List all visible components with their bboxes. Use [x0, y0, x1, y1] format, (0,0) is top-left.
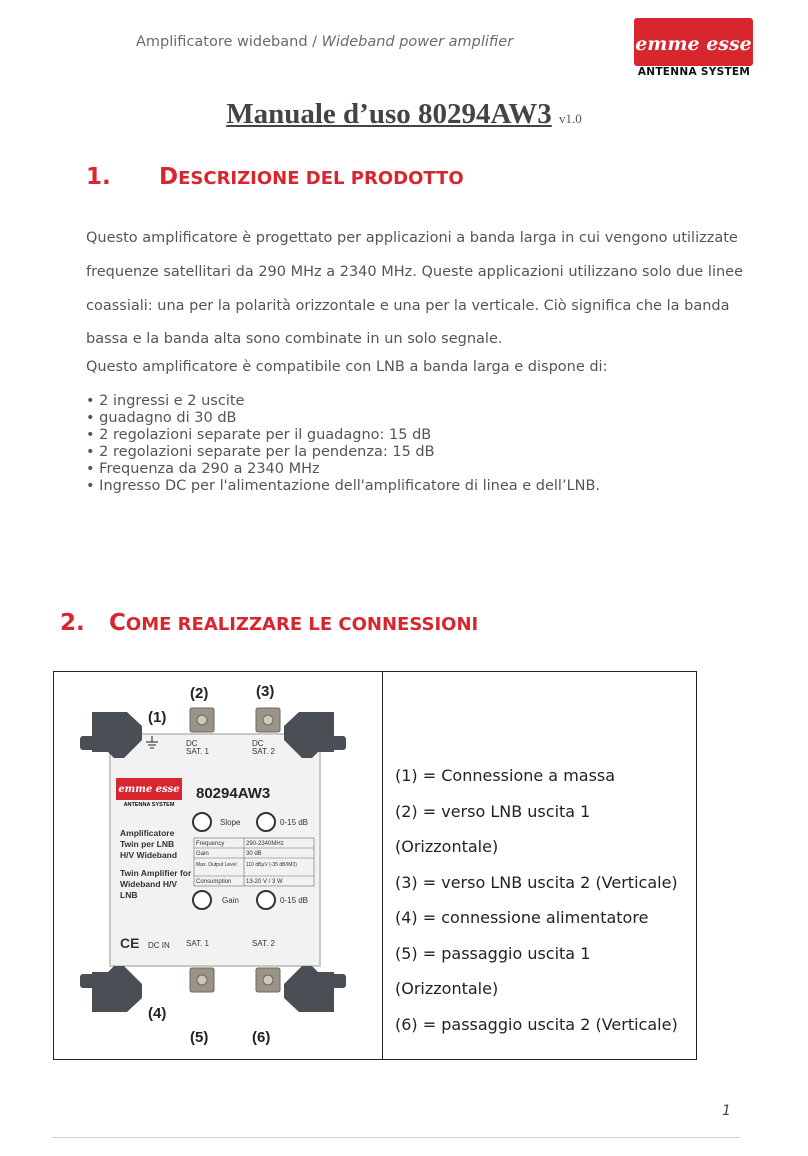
range-bottom: 0-15 dB [280, 896, 309, 905]
port-top-1-dc: DC [186, 739, 198, 748]
gain-knob-1 [193, 891, 211, 909]
device-illustration [72, 678, 354, 1050]
connector-bottom-2 [256, 968, 280, 992]
port-top-2-label: SAT. 2 [252, 747, 275, 756]
logo-tagline: ANTENNA SYSTEM [637, 66, 751, 78]
ce-mark: CE [120, 935, 140, 951]
section-1-heading [86, 164, 464, 190]
table-divider [382, 672, 383, 1059]
port-top-1-label: SAT. 1 [186, 747, 209, 756]
feature-item: • Ingresso DC per l'alimentazione dell'amplificatore di linea e dell’LNB. [86, 478, 600, 495]
bracket-bottom-right [284, 966, 346, 1012]
spec-value: 13-20 V / 3 W [246, 879, 283, 885]
header-it: Amplificatore wideband [136, 34, 308, 50]
title-main: Manuale d’uso 80294AW3 [226, 98, 552, 130]
device-model: 80294AW3 [196, 785, 271, 802]
header-en: Wideband power amplifier [321, 34, 514, 50]
port-top-2-dc: DC [252, 739, 264, 748]
device-brand: emme esse [118, 784, 180, 795]
desc-en-2: Wideband H/V [120, 879, 178, 889]
feature-item: • 2 regolazioni separate per il guadagno: 15 dB [86, 427, 600, 444]
section-2-cap: C [109, 610, 126, 636]
spec-value: 30 dB [246, 851, 262, 857]
title-version: v1.0 [559, 111, 582, 126]
spec-label: Frequency [196, 841, 225, 847]
brand-logo [631, 16, 757, 80]
gain-label: Gain [222, 896, 239, 905]
connector-top-2 [256, 708, 280, 732]
range-top: 0-15 dB [280, 818, 309, 827]
port-bottom-1-label: SAT. 1 [186, 939, 209, 948]
legend-item: (3) = verso LNB uscita 2 (Verticale) [395, 872, 678, 892]
callout-4: (4) [148, 1005, 167, 1022]
spec-label: Consumption [196, 879, 232, 885]
bracket-bottom-left [80, 966, 142, 1012]
desc-en-1: Twin Amplifier for [120, 868, 192, 878]
desc-en-3: LNB [120, 890, 138, 900]
section-1-rest: ESCRIZIONE DEL PRODOTTO [178, 168, 464, 189]
connection-legend [395, 758, 696, 1042]
footer-rule [52, 1137, 740, 1138]
connections-table [53, 671, 697, 1060]
section-1-intro: Questo amplificatore è compatibile con LNB a banda larga e dispone di: [86, 359, 608, 375]
desc-it-3: H/V Wideband [120, 850, 178, 860]
header-text [136, 34, 513, 50]
desc-it-2: Twin per LNB [120, 839, 175, 849]
header-separator: / [307, 34, 322, 50]
desc-it-1: Amplificatore [120, 828, 175, 838]
document-title [0, 98, 808, 131]
feature-item: • guadagno di 30 dB [86, 410, 600, 427]
spec-label: Gain [196, 851, 209, 857]
spec-label: Max. Output Level [196, 862, 237, 868]
logo-brand: emme esse [634, 18, 753, 66]
legend-item: (2) = verso LNB uscita 1 (Orizzontale) [395, 801, 591, 856]
legend-item: (5) = passaggio uscita 1 (Orizzontale) [395, 943, 591, 998]
feature-item: • 2 regolazioni separate per la pendenza: 15 dB [86, 444, 600, 461]
dc-in-label: DC IN [148, 941, 170, 950]
section-2-heading [60, 610, 478, 636]
callout-1: (1) [148, 709, 167, 726]
callout-2: (2) [190, 685, 209, 702]
section-2-rest: OME REALIZZARE LE CONNESSIONI [125, 614, 479, 635]
slope-label: Slope [220, 818, 241, 827]
callout-3: (3) [256, 683, 275, 700]
legend-item: (6) = passaggio uscita 2 (Verticale) [395, 1014, 678, 1034]
legend-item: (4) = connessione alimentatore [395, 908, 649, 927]
connector-top-1 [190, 708, 214, 732]
port-bottom-2-label: SAT. 2 [252, 939, 275, 948]
section-1-paragraph: Questo amplificatore è progettato per applicazioni a banda larga in cui vengono utilizzate frequenze satellitari da 290 MHz a 2340 MHz. Queste applicazioni utilizzano solo due linee coassiali: una per la polarità orizzontale e una per la verticale. Ciò significa che la banda bassa e la banda alta sono combinate in un solo segnale. [86, 230, 744, 348]
connector-bottom-1 [190, 968, 214, 992]
section-2-number: 2. [60, 610, 85, 636]
legend-item: (1) = Connessione a massa [395, 766, 616, 785]
feature-item: • Frequenza da 290 a 2340 MHz [86, 461, 600, 478]
device-brand-sub: ANTENNA SYSTEM [123, 802, 175, 808]
feature-item: • 2 ingressi e 2 uscite [86, 393, 600, 410]
spec-value: 110 dBμV (-35 dB/IM3) [246, 862, 297, 868]
slope-knob-1 [193, 813, 211, 831]
slope-knob-2 [257, 813, 275, 831]
callout-6: (6) [252, 1029, 271, 1046]
section-1-cap: D [159, 164, 179, 190]
feature-list [86, 393, 600, 495]
page-number: 1 [722, 1103, 731, 1119]
section-1-number: 1. [86, 164, 111, 190]
spec-value: 290-2340MHz [246, 841, 284, 847]
gain-knob-2 [257, 891, 275, 909]
callout-5: (5) [190, 1029, 209, 1046]
